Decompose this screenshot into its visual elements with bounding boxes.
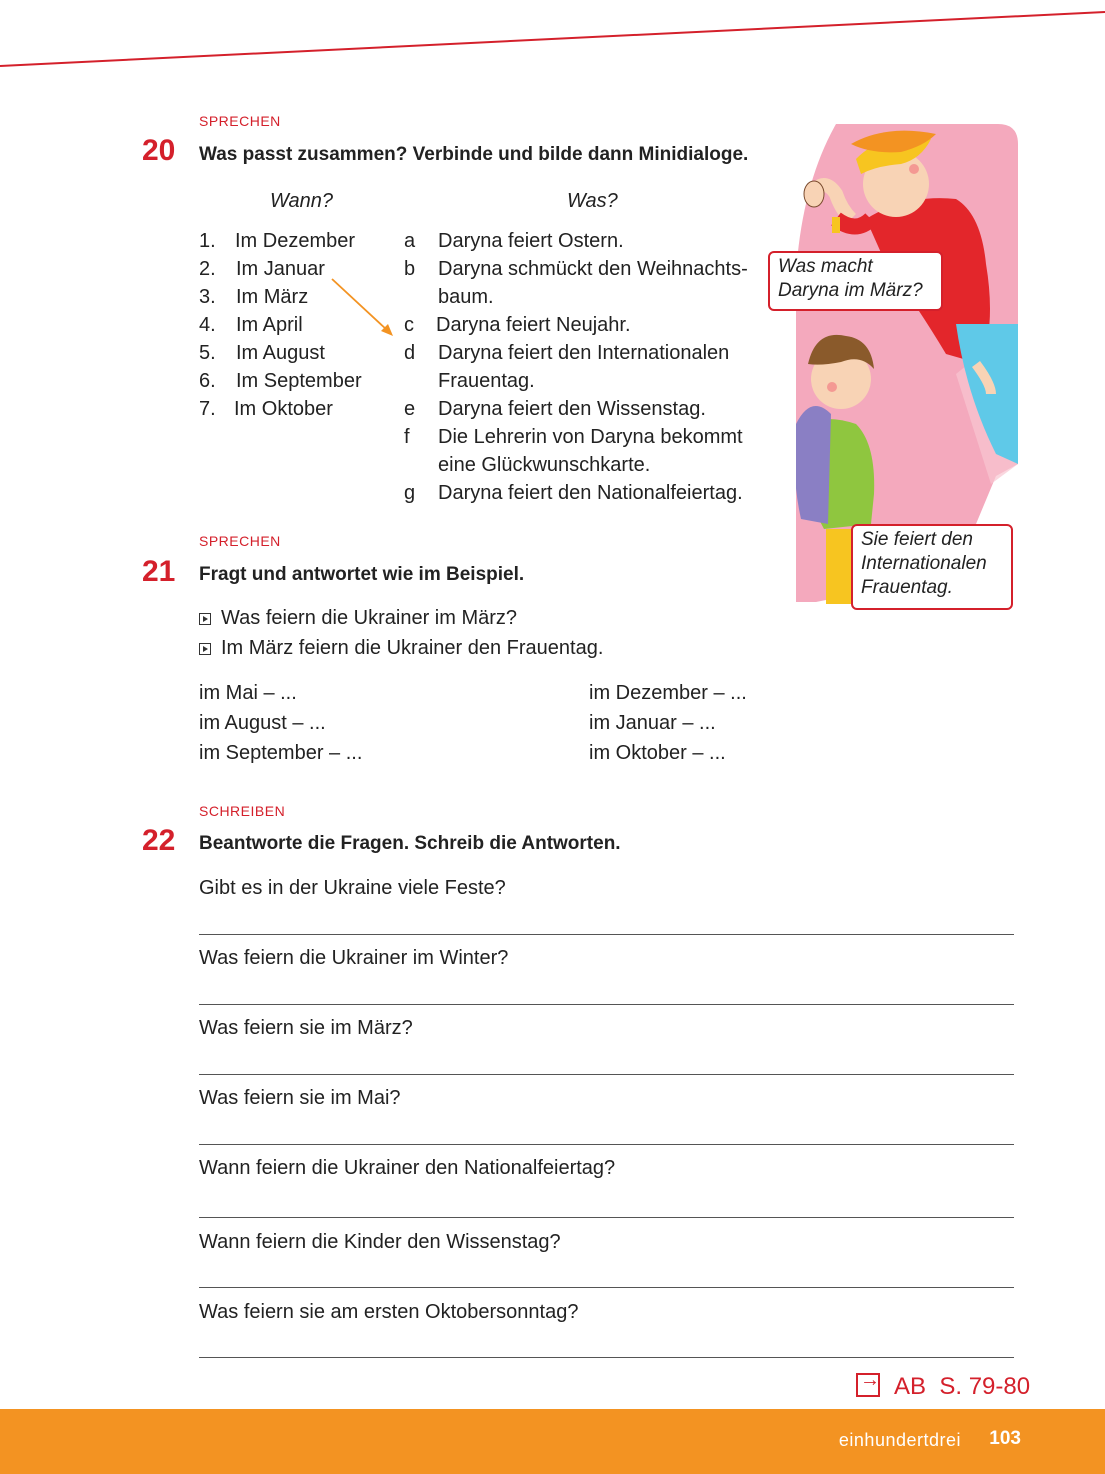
ex21-prompt: im Mai – ... <box>199 682 297 704</box>
ex21-section-label: SPRECHEN <box>199 533 281 549</box>
ex21-example-answer: Im März feiern die Ukrainer den Frauentag. <box>199 637 603 660</box>
answer-line[interactable] <box>199 1287 1014 1288</box>
month-item[interactable]: 3. Im März <box>199 286 309 308</box>
answer-line[interactable] <box>199 1217 1014 1218</box>
ex20-instruction: Was passt zusammen? Verbinde und bilde dann Minidialoge. <box>199 144 749 165</box>
event-item[interactable]: f Die Lehrerin von Daryna bekommt <box>404 426 743 448</box>
speech-bubble-question: Was macht Daryna im März? <box>768 251 943 311</box>
ex22-number: 22 <box>142 824 176 857</box>
ex22-section-label: SCHREIBEN <box>199 803 286 819</box>
event-item[interactable]: d Daryna feiert den Internationalen <box>404 342 730 364</box>
ex21-prompt: im September – ... <box>199 742 363 764</box>
event-item-continued: eine Glückwunschkarte. <box>438 454 651 476</box>
ex21-prompt: im August – ... <box>199 712 326 734</box>
event-item-continued: baum. <box>438 286 494 308</box>
event-item[interactable]: c Daryna feiert Neujahr. <box>404 314 631 336</box>
month-item[interactable]: 2. Im Januar <box>199 258 325 280</box>
ex22-question: Wann feiern die Ukrainer den Nationalfeiertag? <box>199 1157 616 1179</box>
month-item[interactable]: 4. Im April <box>199 314 303 336</box>
answer-line[interactable] <box>199 1004 1014 1005</box>
ex21-prompt: im Dezember – ... <box>589 682 747 704</box>
arrow-right-icon <box>856 1373 880 1397</box>
example-connector-arrow <box>325 270 405 340</box>
ex20-number: 20 <box>142 134 176 167</box>
answer-line[interactable] <box>199 1357 1014 1358</box>
event-item[interactable]: a Daryna feiert Ostern. <box>404 230 624 252</box>
ex20-col-when: Wann? <box>270 190 334 212</box>
ex22-question: Was feiern die Ukrainer im Winter? <box>199 947 509 969</box>
ex22-question: Gibt es in der Ukraine viele Feste? <box>199 877 506 899</box>
ex22-question: Wann feiern die Kinder den Wissenstag? <box>199 1231 561 1253</box>
page-number: 103 <box>989 1428 1021 1449</box>
answer-line[interactable] <box>199 1144 1014 1145</box>
event-item[interactable]: g Daryna feiert den Nationalfeiertag. <box>404 482 743 504</box>
speech-bubble-answer: Sie feiert den Internationalen Frauentag. <box>851 524 1013 610</box>
month-item[interactable]: 7. Im Oktober <box>199 398 333 420</box>
ex21-prompt: im Januar – ... <box>589 712 716 734</box>
event-item[interactable]: b Daryna schmückt den Weihnachts- <box>404 258 748 280</box>
ex22-question: Was feiern sie am ersten Oktobersonntag? <box>199 1301 579 1323</box>
ex22-question: Was feiern sie im März? <box>199 1017 413 1039</box>
ex20-section-label: SPRECHEN <box>199 113 281 129</box>
ex21-prompt: im Oktober – ... <box>589 742 726 764</box>
month-item[interactable]: 1. Im Dezember <box>199 230 356 252</box>
answer-line[interactable] <box>199 934 1014 935</box>
play-audio-icon[interactable] <box>199 643 211 655</box>
event-item[interactable]: e Daryna feiert den Wissenstag. <box>404 398 706 420</box>
page-number-word: einhundertdrei <box>838 1430 961 1450</box>
ex20-col-what: Was? <box>567 190 618 212</box>
top-rule <box>0 0 1105 80</box>
ex21-instruction: Fragt und antwortet wie im Beispiel. <box>199 564 525 585</box>
month-item[interactable]: 5. Im August <box>199 342 325 364</box>
play-audio-icon[interactable] <box>199 613 211 625</box>
month-item[interactable]: 6. Im September <box>199 370 362 392</box>
answer-line[interactable] <box>199 1074 1014 1075</box>
ex21-example-question: Was feiern die Ukrainer im März? <box>199 607 517 630</box>
ex21-number: 21 <box>142 555 176 588</box>
ex22-question: Was feiern sie im Mai? <box>199 1087 401 1109</box>
event-item-continued: Frauentag. <box>438 370 535 392</box>
page-footer <box>0 1409 1105 1474</box>
ex22-instruction: Beantworte die Fragen. Schreib die Antworten. <box>199 833 621 854</box>
